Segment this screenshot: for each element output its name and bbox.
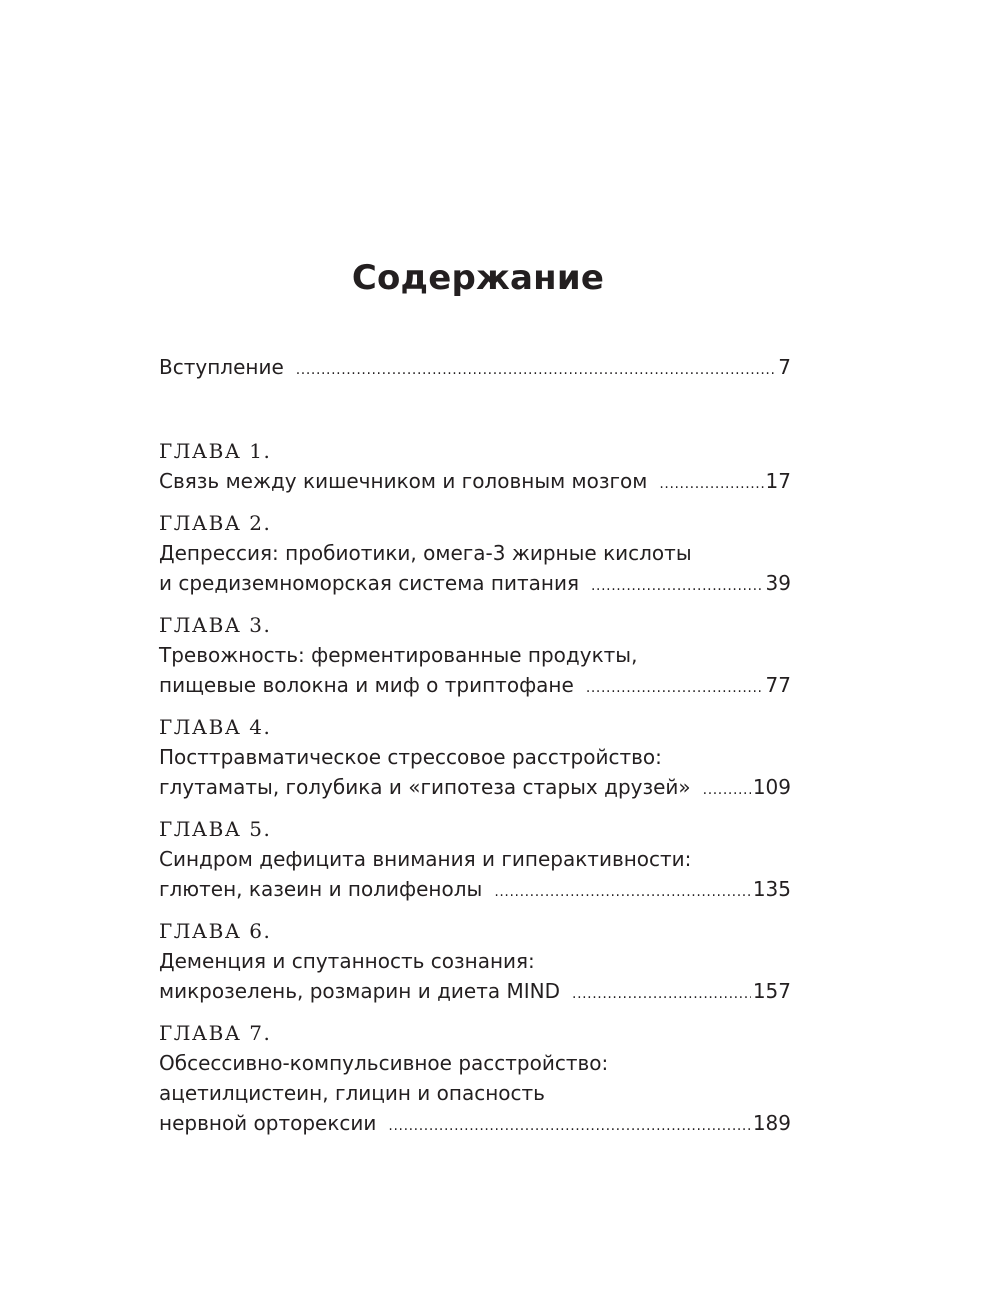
page-number: 109 bbox=[752, 775, 791, 799]
page-title: Содержание bbox=[351, 258, 605, 298]
chapter-label: ГЛАВА 6. bbox=[159, 919, 272, 943]
toc-entry-chapter-1 bbox=[159, 466, 791, 496]
dot-leader bbox=[703, 775, 751, 805]
toc-entry-title: глутаматы, голубика и «гипотеза старых друзей» bbox=[159, 775, 691, 799]
toc-entry-chapter-4 bbox=[159, 772, 791, 802]
dot-leader bbox=[572, 979, 751, 1009]
toc-entry-title: ацетилцистеин, глицин и опасность bbox=[159, 1081, 545, 1105]
dot-leader bbox=[591, 571, 764, 601]
toc-entry-title: Посттравматическое стрессовое расстройство: bbox=[159, 745, 662, 769]
page-number: 77 bbox=[765, 673, 791, 697]
chapter-label: ГЛАВА 2. bbox=[159, 511, 272, 535]
page-number: 39 bbox=[765, 571, 791, 595]
toc-entry-title: Вступление bbox=[159, 355, 284, 379]
page-number: 157 bbox=[752, 979, 791, 1003]
page-number: 135 bbox=[752, 877, 791, 901]
toc-entry-chapter-6 bbox=[159, 976, 791, 1006]
toc-entry-title: и средиземноморская система питания bbox=[159, 571, 579, 595]
chapter-label: ГЛАВА 5. bbox=[159, 817, 272, 841]
dot-leader bbox=[388, 1111, 750, 1141]
toc-entry-title: Обсессивно-компульсивное расстройство: bbox=[159, 1051, 609, 1075]
page-number: 7 bbox=[778, 355, 791, 379]
toc-entry-chapter-3 bbox=[159, 670, 791, 700]
dot-leader bbox=[296, 355, 777, 385]
toc-entry-chapter-5 bbox=[159, 874, 791, 904]
toc-entry-intro bbox=[159, 352, 791, 382]
dot-leader bbox=[586, 673, 764, 703]
toc-entry-title: Депрессия: пробиотики, омега-3 жирные кислоты bbox=[159, 541, 692, 565]
toc-entry-title: пищевые волокна и миф о триптофане bbox=[159, 673, 574, 697]
toc-entry-title: Связь между кишечником и головным мозгом bbox=[159, 469, 648, 493]
chapter-label: ГЛАВА 1. bbox=[159, 439, 272, 463]
toc-entry-title: Деменция и спутанность сознания: bbox=[159, 949, 535, 973]
chapter-label: ГЛАВА 7. bbox=[159, 1021, 272, 1045]
toc-entry-chapter-2 bbox=[159, 568, 791, 598]
dot-leader bbox=[494, 877, 750, 907]
page-number: 189 bbox=[752, 1111, 791, 1135]
chapter-label: ГЛАВА 3. bbox=[159, 613, 272, 637]
toc-entry-title: микрозелень, розмарин и диета MIND bbox=[159, 979, 561, 1003]
toc-entry-title: Тревожность: ферментированные продукты, bbox=[159, 643, 638, 667]
page-number: 17 bbox=[765, 469, 791, 493]
toc-entry-title: нервной орторексии bbox=[159, 1111, 377, 1135]
toc-entry-chapter-7 bbox=[159, 1108, 791, 1138]
dot-leader bbox=[659, 469, 763, 499]
toc-entry-title: глютен, казеин и полифенолы bbox=[159, 877, 483, 901]
toc-entry-title: Синдром дефицита внимания и гиперактивности: bbox=[159, 847, 692, 871]
chapter-label: ГЛАВА 4. bbox=[159, 715, 272, 739]
